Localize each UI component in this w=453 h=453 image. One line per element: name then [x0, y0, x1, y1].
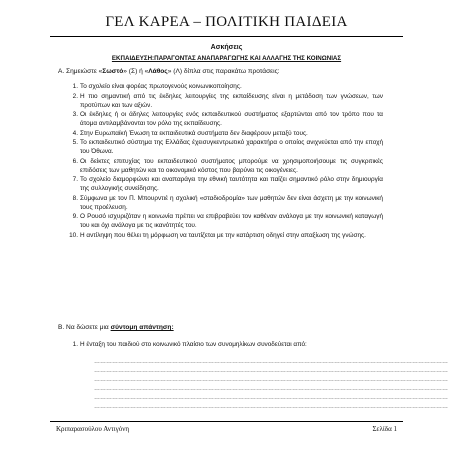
item-text: Το σχολείο διαμορφώνει και αναπαράγει την εθνική ταυτότητα και παίζει σημαντικό ρόλο στην δημιουργία της συλλογικής συνείδησης. [80, 176, 383, 192]
page-header-title: ΓΕΛ ΚΑΡΕΑ – ΠΟΛΙΤΙΚΗ ΠΑΙΔΕΙΑ [105, 14, 348, 30]
item-text: Η αντίληψη που θέλει τη μόρφωση να ταυτίζεται με την κατάρτιση οδηγεί στην απαξίωση της γνώσης. [80, 231, 366, 239]
answer-line: …………………………………………………………………………………………………………………………………………………………… [94, 386, 448, 392]
part-a-instruction [58, 68, 280, 75]
answer-line: …………………………………………………………………………………………………………………………………………………………… [94, 395, 448, 401]
footer-author: Κριπαρασούλου Αντιγόνη [56, 425, 130, 433]
answer-line: …………………………………………………………………………………………………………………………………………………………… [94, 404, 448, 410]
answer-line: …………………………………………………………………………………………………………………………………………………………… [94, 359, 448, 365]
item-text: Το σχολείο είναι φορέας πρωτογενούς κοινωνικοποίησης. [80, 83, 242, 90]
wrong-label: Λάθος [148, 68, 168, 75]
correct-code: » (Σ) ή « [123, 68, 149, 75]
part-a-suffix: » (Λ) δίπλα στις παρακάτω προτάσεις: [167, 68, 280, 75]
list-item [72, 212, 383, 230]
item-number: 7. [72, 176, 78, 183]
item-number: 1. [72, 83, 78, 90]
true-false-list [69, 82, 383, 240]
section-heading: Ασκήσεις [210, 44, 243, 51]
list-item [72, 175, 383, 193]
item-number: 9. [72, 213, 78, 220]
part-a-prefix: Α. Σημειώστε « [58, 68, 103, 75]
answer-line: …………………………………………………………………………………………………………………………………………………………… [94, 368, 448, 374]
item-number: 1. [72, 341, 78, 348]
correct-label: Σωστό [102, 68, 124, 75]
answer-line: …………………………………………………………………………………………………………………………………………………………… [94, 377, 448, 383]
exercise-subtitle: ΕΚΠΑΙΔΕΥΣΗ:ΠΑΡΑΓΟΝΤΑΣ ΑΝΑΠΑΡΑΓΩΓΗΣ ΚΑΙ ΑΛΛΑΓΗΣ ΤΗΣ ΚΟΙΝΩΝΙΑΣ [111, 55, 342, 62]
item-text: Το εκπαιδευτικό σύστημα της Ελλάδας έχεισυγκεντρωτικό χαρακτήρα ο οποίος ανιχνεύεται από την εποχή του Όθωνα. [80, 139, 383, 155]
item-number: 5. [72, 139, 78, 146]
part-b-emphasis: σύντομη απάντηση: [110, 324, 174, 331]
footer-divider [50, 421, 403, 422]
item-text: Ο Ρουσό ισχυριζόταν η κοινωνία πρέπει να επιβραβεύει τον καθέναν ανάλογα με την κοινωνική καταγωγή του και όχι ανάλογα με τις ικανότητές του. [80, 213, 383, 229]
item-text: Οι έκδηλες ή οι άδηλες λειτουργίες ενός εκπαιδευτικού συστήματος εξαρτώνται από τον τρόπο που τα άτομα αντιλαμβάνονται τον ρόλο της εκπαίδευσης. [80, 111, 383, 127]
header-divider [50, 36, 403, 37]
item-number: 6. [72, 157, 78, 165]
list-item [72, 340, 383, 349]
item-number: 10. [69, 231, 78, 239]
item-number: 3. [72, 111, 78, 118]
item-number: 8. [72, 194, 78, 202]
list-item [72, 92, 383, 110]
list-item [72, 157, 383, 175]
short-answer-list [72, 340, 383, 350]
item-number: 4. [72, 129, 78, 137]
item-text: Στην Ευρωπαϊκή Ένωση τα εκπαιδευτικά συστήματα δεν διαφέρουν μεταξύ τους. [80, 129, 308, 137]
list-item [72, 129, 383, 138]
footer-page-number: Σελίδα 1 [372, 425, 397, 433]
part-b-prefix: Β. Να δώσετε μια [58, 324, 111, 331]
item-number: 2. [72, 92, 78, 100]
list-item [72, 110, 383, 128]
part-b-instruction [58, 324, 174, 331]
item-text: Σύμφωνα με τον Π. Μπουρντιέ η σχολική «σταδιοδρομία» των μαθητών δεν είναι άσχετη με την κοινωνική τους προέλευση. [80, 194, 383, 211]
list-item [72, 194, 383, 212]
item-text: Η πιο σημαντική από τις έκδηλες λειτουργίες της εκπαίδευσης είναι η μετάδοση των γνώσεων, των προτύπων και των αξιών. [80, 92, 383, 109]
list-item [69, 231, 383, 240]
item-text: Οι δείκτες επιτυχίας του εκπαιδευτικού συστήματος μπορούμε να χρησιμοποιήσουμε τις συγκριτικές επιδόσεις των μαθητών και το οικονομικό κόστος που βαρύνει τις οικογένειες. [80, 157, 383, 174]
item-text: Η ένταξη του παιδιού στο κοινωνικό πλαίσιο των συνομηλίκων συνοδεύεται από: [80, 341, 307, 348]
list-item [72, 138, 383, 156]
list-item [72, 82, 383, 91]
